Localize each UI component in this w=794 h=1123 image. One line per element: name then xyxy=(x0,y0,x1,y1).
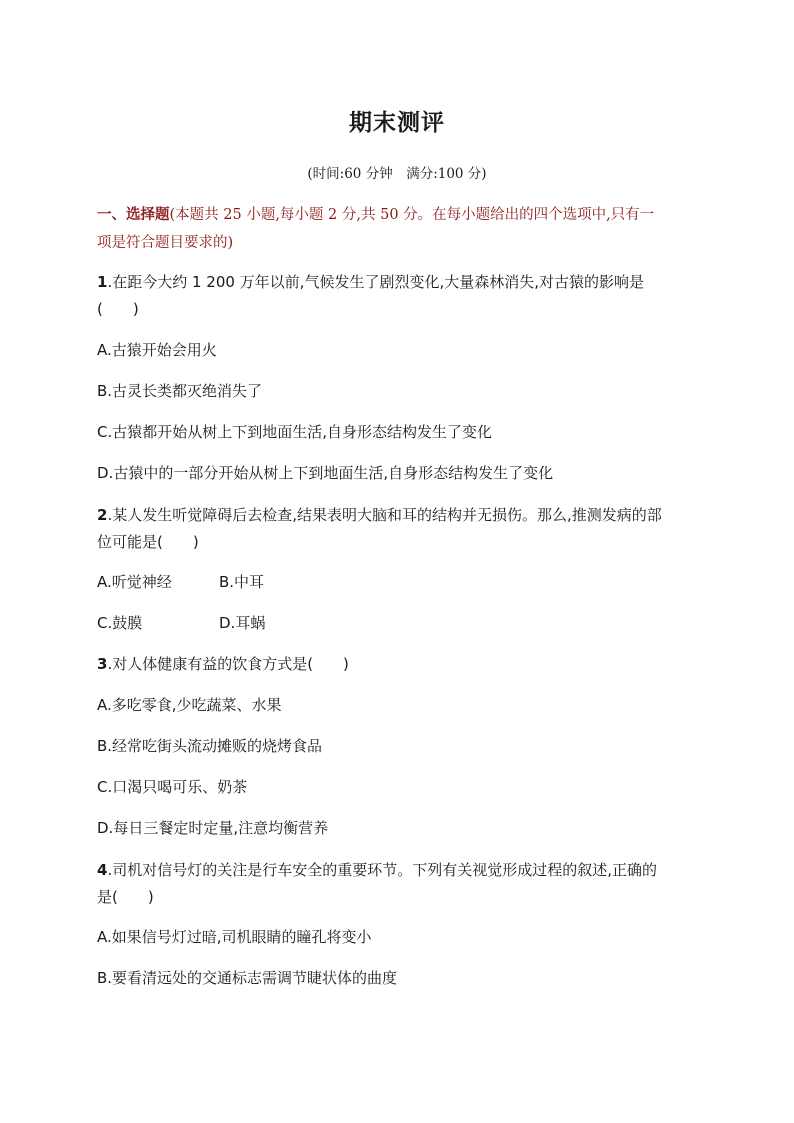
question-4-stem-continued: 是( ) xyxy=(97,888,154,906)
question-3-option-b: B.经常吃街头流动摊贩的烧烤食品 xyxy=(97,737,323,755)
question-number: 2 xyxy=(97,506,108,524)
question-2-option-d: D.耳蜗 xyxy=(219,614,266,632)
question-2-options-row-1 xyxy=(97,569,265,595)
question-text: .某人发生听觉障碍后去检查,结果表明大脑和耳的结构并无损伤。那么,推测发病的部 xyxy=(107,506,662,524)
section-instructions xyxy=(97,201,697,257)
exam-time-score-info: (时间:60 分钟 满分:100 分) xyxy=(307,166,487,182)
section-instructions-line-2: 项是符合题目要求的) xyxy=(97,235,234,251)
question-2-options-row-2 xyxy=(97,610,266,636)
question-2-option-c: C.鼓膜 xyxy=(97,614,143,632)
question-1-option-a: A.古猿开始会用火 xyxy=(97,341,217,359)
question-4-option-b: B.要看清远处的交通标志需调节睫状体的曲度 xyxy=(97,969,398,987)
question-2-option-b: B.中耳 xyxy=(219,573,265,591)
question-text: .在距今大约 1 200 万年以前,气候发生了剧烈变化,大量森林消失,对古猿的影响是 xyxy=(107,273,644,291)
question-1-option-c: C.古猿都开始从树上下到地面生活,自身形态结构发生了变化 xyxy=(97,423,493,441)
question-3-option-d: D.每日三餐定时定量,注意均衡营养 xyxy=(97,819,329,837)
question-1-option-b: B.古灵长类都灭绝消失了 xyxy=(97,382,263,400)
section-instructions-line-1 xyxy=(97,201,697,229)
question-1-option-d: D.古猿中的一部分开始从树上下到地面生活,自身形态结构发生了变化 xyxy=(97,464,554,482)
question-3-option-c: C.口渴只喝可乐、奶茶 xyxy=(97,778,248,796)
question-2-stem-continued: 位可能是( ) xyxy=(97,533,199,551)
section-heading: 一、选择题 xyxy=(97,206,170,223)
page-title: 期末测评 xyxy=(349,110,445,136)
question-2-stem xyxy=(97,502,662,528)
question-1-stem xyxy=(97,269,644,295)
question-3-option-a: A.多吃零食,少吃蔬菜、水果 xyxy=(97,696,282,714)
question-1-stem-continued: ( ) xyxy=(97,300,139,318)
question-number: 4 xyxy=(97,861,108,879)
question-number: 3 xyxy=(97,655,108,673)
question-number: 1 xyxy=(97,273,108,291)
question-4-option-a: A.如果信号灯过暗,司机眼睛的瞳孔将变小 xyxy=(97,928,372,946)
question-text: .司机对信号灯的关注是行车安全的重要环节。下列有关视觉形成过程的叙述,正确的 xyxy=(107,861,657,879)
section-instructions-text: (本题共 25 小题,每小题 2 分,共 50 分。在每小题给出的四个选项中,只有一 xyxy=(169,207,655,223)
question-2-option-a: A.听觉神经 xyxy=(97,573,172,591)
question-text: .对人体健康有益的饮食方式是( ) xyxy=(107,655,349,673)
question-4-stem xyxy=(97,857,657,883)
question-3-stem xyxy=(97,651,349,677)
